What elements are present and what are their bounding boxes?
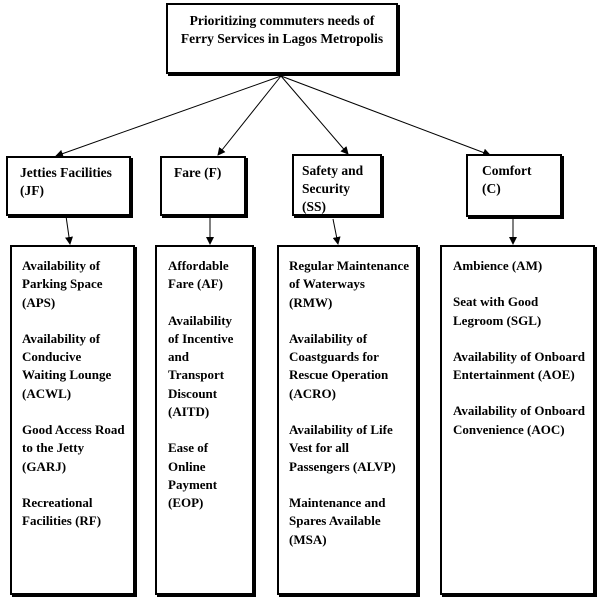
- criteria-item: Good Access Road to the Jetty (GARJ): [22, 422, 125, 474]
- criteria-box-jf: [10, 245, 135, 595]
- category-label: Comfort (C): [482, 163, 532, 196]
- criteria-item: Availability of Coastguards for Rescue Operation (ACRO): [289, 330, 389, 401]
- arrow-jf-to-criteria: [66, 216, 70, 244]
- root-title: Prioritizing commuters needs of Ferry Services in Lagos Metropolis: [180, 13, 384, 46]
- criteria-item: Availability of Parking Space (APS): [22, 258, 103, 310]
- criteria-item: Maintenance and Spares Available (MSA): [289, 494, 386, 547]
- category-comfort: [466, 154, 562, 217]
- arrow-root-to-ss: [281, 76, 348, 154]
- criteria-item: Availability of Life Vest for all Passengers (ALVP): [289, 422, 396, 474]
- criteria-box-ss: [277, 245, 418, 595]
- criteria-item: Availability of Onboard Convenience (AOC): [453, 403, 585, 437]
- criteria-box-c: [440, 245, 595, 595]
- criteria-item: Availability of Incentive and Transport Discount (AITD): [168, 312, 234, 420]
- arrow-root-to-jf: [56, 76, 281, 156]
- arrow-root-to-f: [218, 76, 281, 155]
- criteria-item: Recreational Facilities (RF): [22, 494, 102, 529]
- criteria-item: Affordable Fare (AF): [168, 258, 229, 292]
- category-label: Fare (F): [174, 165, 222, 180]
- category-safety-security: [292, 154, 382, 216]
- category-jetties-facilities: [6, 156, 131, 216]
- root-node: [166, 3, 398, 74]
- category-fare: [160, 156, 246, 216]
- category-label: Safety and Security (SS): [302, 163, 364, 214]
- criteria-item: Availability of Conducive Waiting Lounge (ACWL): [22, 330, 112, 401]
- arrow-root-to-c: [281, 76, 490, 155]
- criteria-item: Ambience (AM): [453, 258, 543, 273]
- arrow-ss-to-criteria: [333, 219, 338, 244]
- criteria-box-f: [155, 245, 254, 595]
- category-label: Jetties Facilities (JF): [20, 165, 112, 198]
- criteria-item: Ease of Online Payment (EOP): [168, 440, 218, 511]
- criteria-item: Seat with Good Legroom (SGL): [453, 294, 542, 328]
- criteria-item: Regular Maintenance of Waterways (RMW): [289, 258, 409, 310]
- criteria-item: Availability of Onboard Entertainment (AOE): [453, 348, 585, 383]
